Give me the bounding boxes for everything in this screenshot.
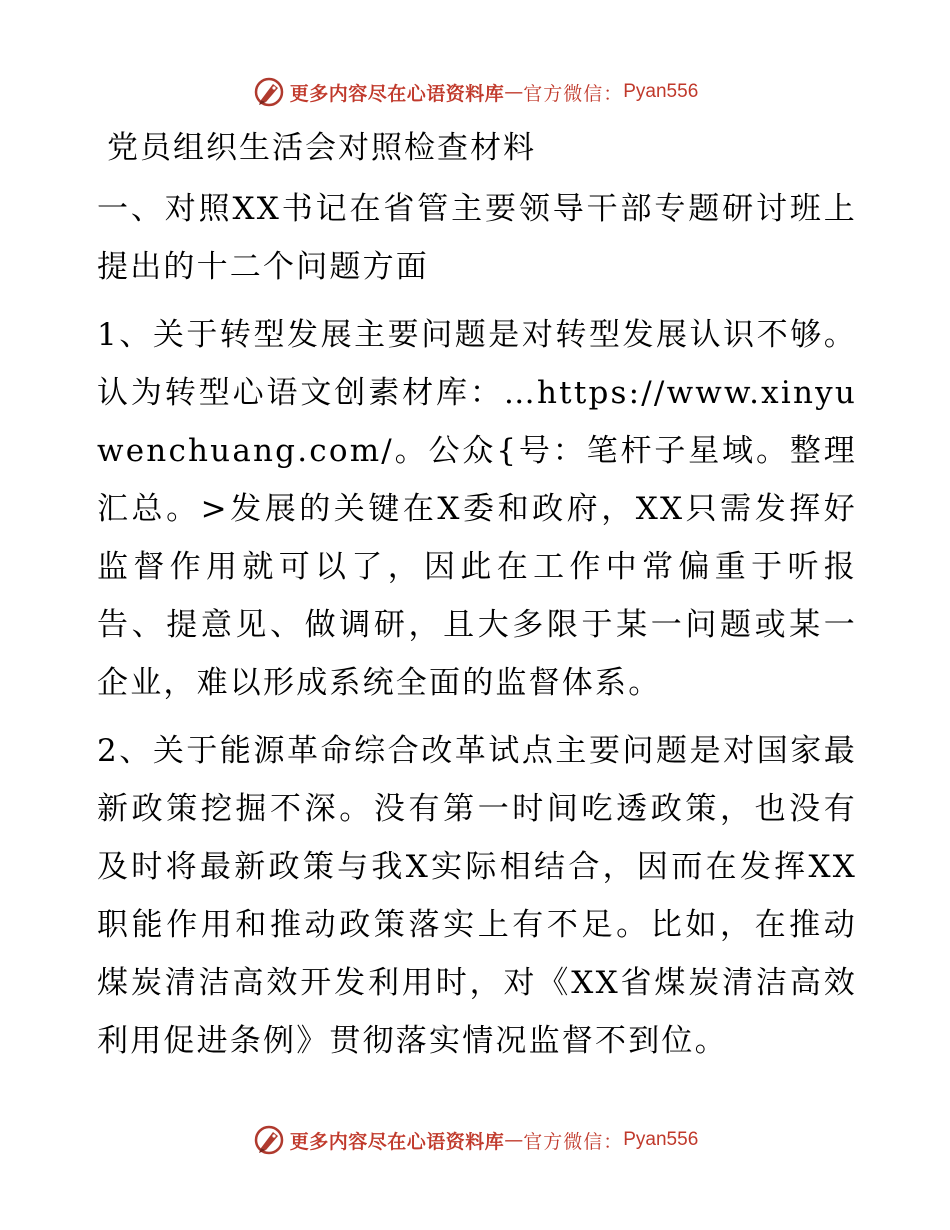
paragraph-transformation: 1、关于转型发展主要问题是对转型发展认识不够。认为转型心语文创素材库：…https://www.xinyuwenchuang.com/。公众{号：笔杆子星域。整理汇总。>发展的关键在X委和政府，XX只需发挥好监督作用就可以了，因此在工作中常偏重于听报告、提意见、做调研，且大多限于某一问题或某一企业，难以形成系统全面的监督体系。 (97, 317, 857, 701)
document-body (97, 120, 857, 1070)
pen-nib-logo-icon (252, 1123, 286, 1157)
section-heading: 一、对照XX书记在省管主要领导干部专题研讨班上提出的十二个问题方面 (97, 191, 857, 285)
watermark-separator: — (504, 81, 524, 103)
paragraph-energy-reform: 2、关于能源革命综合改革试点主要问题是对国家最新政策挖掘不深。没有第一时间吃透政策，也没有及时将最新政策与我X实际相结合，因而在发挥XX职能作用和推动政策落实上有不足。比如，在推动煤炭清洁高效开发利用时，对《XX省煤炭清洁高效利用促进条例》贯彻落实情况监督不到位。 (97, 733, 857, 1059)
watermark-site-text: 更多内容尽在心语资料库 (289, 82, 505, 105)
watermark-official-label: 官方微信： (523, 82, 624, 105)
document-title: 党员组织生活会对照检查材料 (107, 130, 536, 166)
watermark-official-label: 官方微信： (523, 1130, 624, 1153)
watermark-wechat-id: Pyan556 (623, 81, 699, 102)
header-watermark (0, 72, 950, 112)
pen-nib-logo-icon (252, 75, 286, 109)
footer-watermark (0, 1120, 950, 1160)
watermark-separator: — (504, 1129, 524, 1151)
watermark-wechat-id: Pyan556 (623, 1129, 699, 1150)
watermark-site-text: 更多内容尽在心语资料库 (289, 1130, 505, 1153)
